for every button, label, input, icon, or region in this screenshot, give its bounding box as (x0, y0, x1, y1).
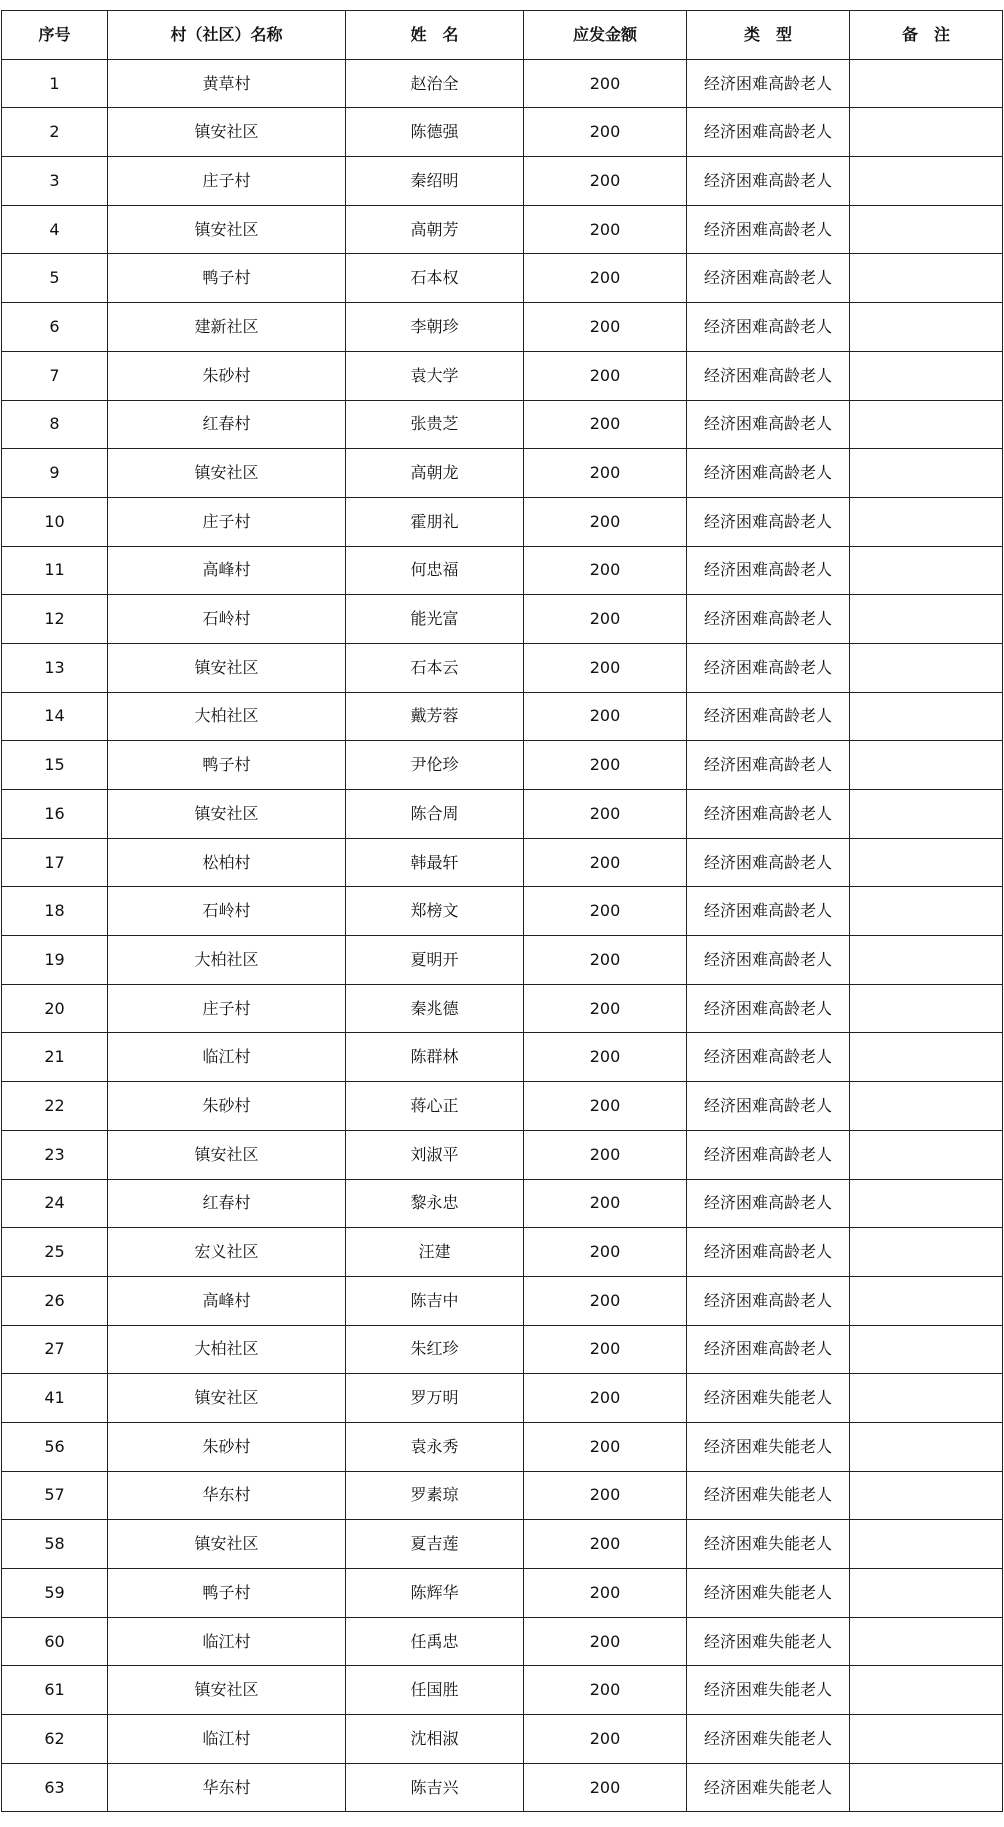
table-row (2, 1617, 1003, 1666)
cell-serial-number: 14 (2, 692, 108, 741)
cell-person-name: 李朝珍 (346, 303, 524, 352)
cell-remarks (850, 692, 1003, 741)
cell-amount-due: 200 (524, 1520, 687, 1569)
cell-remarks (850, 497, 1003, 546)
header-serial-number: 序号 (2, 11, 108, 60)
cell-person-name: 夏吉莲 (346, 1520, 524, 1569)
cell-remarks (850, 1033, 1003, 1082)
cell-amount-due: 200 (524, 546, 687, 595)
cell-person-name: 蒋心正 (346, 1082, 524, 1131)
cell-person-name: 赵治全 (346, 59, 524, 108)
cell-remarks (850, 1228, 1003, 1277)
table-row (2, 497, 1003, 546)
cell-serial-number: 6 (2, 303, 108, 352)
cell-amount-due: 200 (524, 157, 687, 206)
cell-type: 经济困难高龄老人 (687, 1130, 850, 1179)
cell-remarks (850, 838, 1003, 887)
cell-person-name: 罗素琼 (346, 1471, 524, 1520)
cell-person-name: 高朝龙 (346, 449, 524, 498)
cell-person-name: 任国胜 (346, 1666, 524, 1715)
cell-remarks (850, 108, 1003, 157)
cell-amount-due: 200 (524, 1325, 687, 1374)
cell-type: 经济困难失能老人 (687, 1374, 850, 1423)
cell-type: 经济困难高龄老人 (687, 1082, 850, 1131)
cell-amount-due: 200 (524, 351, 687, 400)
cell-type: 经济困难失能老人 (687, 1471, 850, 1520)
cell-person-name: 陈吉中 (346, 1276, 524, 1325)
cell-type: 经济困难高龄老人 (687, 643, 850, 692)
cell-person-name: 陈德强 (346, 108, 524, 157)
cell-type: 经济困难失能老人 (687, 1520, 850, 1569)
table-row (2, 1276, 1003, 1325)
cell-village-name: 华东村 (108, 1471, 346, 1520)
table-row (2, 692, 1003, 741)
cell-village-name: 临江村 (108, 1715, 346, 1764)
cell-serial-number: 24 (2, 1179, 108, 1228)
table-row (2, 936, 1003, 985)
cell-village-name: 朱砂村 (108, 1422, 346, 1471)
cell-person-name: 戴芳蓉 (346, 692, 524, 741)
cell-person-name: 陈群林 (346, 1033, 524, 1082)
cell-type: 经济困难高龄老人 (687, 497, 850, 546)
cell-village-name: 朱砂村 (108, 1082, 346, 1131)
cell-serial-number: 7 (2, 351, 108, 400)
cell-person-name: 刘淑平 (346, 1130, 524, 1179)
cell-amount-due: 200 (524, 790, 687, 839)
cell-amount-due: 200 (524, 108, 687, 157)
cell-remarks (850, 449, 1003, 498)
table-row (2, 790, 1003, 839)
table-row (2, 351, 1003, 400)
cell-person-name: 霍朋礼 (346, 497, 524, 546)
cell-person-name: 石本云 (346, 643, 524, 692)
cell-amount-due: 200 (524, 1374, 687, 1423)
cell-type: 经济困难失能老人 (687, 1617, 850, 1666)
table-row (2, 984, 1003, 1033)
cell-serial-number: 60 (2, 1617, 108, 1666)
cell-amount-due: 200 (524, 936, 687, 985)
cell-remarks (850, 1082, 1003, 1131)
cell-serial-number: 11 (2, 546, 108, 595)
cell-person-name: 秦兆德 (346, 984, 524, 1033)
cell-serial-number: 17 (2, 838, 108, 887)
cell-person-name: 陈吉兴 (346, 1763, 524, 1812)
cell-serial-number: 3 (2, 157, 108, 206)
cell-village-name: 大柏社区 (108, 936, 346, 985)
cell-serial-number: 1 (2, 59, 108, 108)
cell-person-name: 能光富 (346, 595, 524, 644)
cell-type: 经济困难高龄老人 (687, 303, 850, 352)
cell-remarks (850, 1276, 1003, 1325)
table-row (2, 595, 1003, 644)
table-row (2, 303, 1003, 352)
cell-person-name: 朱红珍 (346, 1325, 524, 1374)
cell-person-name: 尹伦珍 (346, 741, 524, 790)
cell-type: 经济困难高龄老人 (687, 449, 850, 498)
cell-person-name: 郑榜文 (346, 887, 524, 936)
cell-remarks (850, 887, 1003, 936)
cell-remarks (850, 1715, 1003, 1764)
table-row (2, 1033, 1003, 1082)
cell-remarks (850, 1617, 1003, 1666)
subsidy-roster-sheet (1, 10, 1003, 1812)
cell-village-name: 华东村 (108, 1763, 346, 1812)
cell-remarks (850, 643, 1003, 692)
cell-amount-due: 200 (524, 1763, 687, 1812)
cell-remarks (850, 1569, 1003, 1618)
table-row (2, 254, 1003, 303)
cell-remarks (850, 741, 1003, 790)
cell-type: 经济困难高龄老人 (687, 1033, 850, 1082)
table-row (2, 449, 1003, 498)
cell-serial-number: 20 (2, 984, 108, 1033)
cell-type: 经济困难高龄老人 (687, 790, 850, 839)
cell-village-name: 松柏村 (108, 838, 346, 887)
table-row (2, 838, 1003, 887)
cell-serial-number: 9 (2, 449, 108, 498)
cell-serial-number: 19 (2, 936, 108, 985)
cell-village-name: 镇安社区 (108, 1520, 346, 1569)
cell-type: 经济困难高龄老人 (687, 254, 850, 303)
cell-village-name: 临江村 (108, 1617, 346, 1666)
cell-remarks (850, 1422, 1003, 1471)
cell-amount-due: 200 (524, 838, 687, 887)
table-row (2, 205, 1003, 254)
cell-type: 经济困难高龄老人 (687, 108, 850, 157)
cell-village-name: 庄子村 (108, 984, 346, 1033)
cell-type: 经济困难高龄老人 (687, 1276, 850, 1325)
cell-village-name: 大柏社区 (108, 1325, 346, 1374)
header-person-name: 姓 名 (346, 11, 524, 60)
cell-amount-due: 200 (524, 400, 687, 449)
cell-village-name: 庄子村 (108, 497, 346, 546)
cell-village-name: 大柏社区 (108, 692, 346, 741)
cell-person-name: 黎永忠 (346, 1179, 524, 1228)
cell-remarks (850, 1471, 1003, 1520)
cell-amount-due: 200 (524, 1179, 687, 1228)
cell-village-name: 红春村 (108, 1179, 346, 1228)
cell-village-name: 镇安社区 (108, 1130, 346, 1179)
cell-type: 经济困难高龄老人 (687, 838, 850, 887)
cell-remarks (850, 400, 1003, 449)
table-row (2, 1520, 1003, 1569)
cell-serial-number: 18 (2, 887, 108, 936)
cell-amount-due: 200 (524, 1130, 687, 1179)
cell-remarks (850, 205, 1003, 254)
cell-serial-number: 23 (2, 1130, 108, 1179)
cell-serial-number: 41 (2, 1374, 108, 1423)
cell-remarks (850, 984, 1003, 1033)
cell-person-name: 沈相淑 (346, 1715, 524, 1764)
cell-remarks (850, 790, 1003, 839)
cell-amount-due: 200 (524, 1715, 687, 1764)
table-body (2, 59, 1003, 1812)
cell-serial-number: 16 (2, 790, 108, 839)
cell-amount-due: 200 (524, 205, 687, 254)
cell-serial-number: 13 (2, 643, 108, 692)
cell-type: 经济困难失能老人 (687, 1763, 850, 1812)
cell-serial-number: 58 (2, 1520, 108, 1569)
cell-serial-number: 63 (2, 1763, 108, 1812)
header-remarks: 备 注 (850, 11, 1003, 60)
header-type: 类 型 (687, 11, 850, 60)
cell-amount-due: 200 (524, 1228, 687, 1277)
cell-amount-due: 200 (524, 1569, 687, 1618)
table-header-row (2, 11, 1003, 60)
cell-type: 经济困难高龄老人 (687, 741, 850, 790)
cell-serial-number: 27 (2, 1325, 108, 1374)
cell-village-name: 临江村 (108, 1033, 346, 1082)
cell-village-name: 石岭村 (108, 595, 346, 644)
cell-person-name: 韩最轩 (346, 838, 524, 887)
cell-type: 经济困难高龄老人 (687, 400, 850, 449)
subsidy-roster-table (1, 10, 1003, 1812)
cell-serial-number: 56 (2, 1422, 108, 1471)
cell-serial-number: 59 (2, 1569, 108, 1618)
cell-serial-number: 21 (2, 1033, 108, 1082)
table-row (2, 1082, 1003, 1131)
cell-amount-due: 200 (524, 1276, 687, 1325)
cell-type: 经济困难失能老人 (687, 1569, 850, 1618)
cell-remarks (850, 1763, 1003, 1812)
table-row (2, 1763, 1003, 1812)
table-row (2, 400, 1003, 449)
table-row (2, 108, 1003, 157)
cell-village-name: 镇安社区 (108, 449, 346, 498)
cell-remarks (850, 157, 1003, 206)
cell-village-name: 石岭村 (108, 887, 346, 936)
cell-type: 经济困难高龄老人 (687, 1325, 850, 1374)
cell-person-name: 陈合周 (346, 790, 524, 839)
cell-remarks (850, 254, 1003, 303)
cell-person-name: 袁大学 (346, 351, 524, 400)
cell-serial-number: 61 (2, 1666, 108, 1715)
cell-amount-due: 200 (524, 887, 687, 936)
cell-village-name: 高峰村 (108, 1276, 346, 1325)
table-row (2, 1471, 1003, 1520)
header-amount-due: 应发金额 (524, 11, 687, 60)
cell-type: 经济困难高龄老人 (687, 692, 850, 741)
cell-village-name: 朱砂村 (108, 351, 346, 400)
cell-type: 经济困难高龄老人 (687, 1228, 850, 1277)
cell-serial-number: 15 (2, 741, 108, 790)
cell-person-name: 石本权 (346, 254, 524, 303)
cell-person-name: 高朝芳 (346, 205, 524, 254)
cell-person-name: 何忠福 (346, 546, 524, 595)
cell-type: 经济困难高龄老人 (687, 595, 850, 644)
cell-type: 经济困难高龄老人 (687, 205, 850, 254)
table-row (2, 887, 1003, 936)
cell-type: 经济困难失能老人 (687, 1666, 850, 1715)
cell-village-name: 镇安社区 (108, 1374, 346, 1423)
cell-serial-number: 57 (2, 1471, 108, 1520)
cell-type: 经济困难高龄老人 (687, 59, 850, 108)
cell-type: 经济困难高龄老人 (687, 157, 850, 206)
cell-type: 经济困难高龄老人 (687, 887, 850, 936)
cell-village-name: 镇安社区 (108, 790, 346, 839)
cell-remarks (850, 1325, 1003, 1374)
cell-serial-number: 62 (2, 1715, 108, 1764)
cell-amount-due: 200 (524, 1666, 687, 1715)
cell-person-name: 夏明开 (346, 936, 524, 985)
cell-village-name: 镇安社区 (108, 108, 346, 157)
cell-amount-due: 200 (524, 1033, 687, 1082)
cell-village-name: 建新社区 (108, 303, 346, 352)
table-row (2, 59, 1003, 108)
cell-remarks (850, 303, 1003, 352)
cell-remarks (850, 1520, 1003, 1569)
cell-type: 经济困难高龄老人 (687, 546, 850, 595)
table-row (2, 1228, 1003, 1277)
cell-village-name: 鸭子村 (108, 1569, 346, 1618)
cell-amount-due: 200 (524, 59, 687, 108)
cell-remarks (850, 595, 1003, 644)
cell-remarks (850, 936, 1003, 985)
table-row (2, 1374, 1003, 1423)
cell-amount-due: 200 (524, 1422, 687, 1471)
table-row (2, 1715, 1003, 1764)
cell-type: 经济困难失能老人 (687, 1422, 850, 1471)
header-village-name: 村（社区）名称 (108, 11, 346, 60)
cell-amount-due: 200 (524, 254, 687, 303)
cell-amount-due: 200 (524, 1471, 687, 1520)
cell-serial-number: 26 (2, 1276, 108, 1325)
cell-person-name: 张贵芝 (346, 400, 524, 449)
cell-amount-due: 200 (524, 643, 687, 692)
table-row (2, 643, 1003, 692)
cell-village-name: 鸭子村 (108, 254, 346, 303)
cell-amount-due: 200 (524, 303, 687, 352)
cell-serial-number: 2 (2, 108, 108, 157)
cell-village-name: 镇安社区 (108, 643, 346, 692)
cell-remarks (850, 1666, 1003, 1715)
cell-type: 经济困难高龄老人 (687, 351, 850, 400)
table-row (2, 1422, 1003, 1471)
cell-amount-due: 200 (524, 984, 687, 1033)
cell-type: 经济困难高龄老人 (687, 984, 850, 1033)
table-row (2, 157, 1003, 206)
cell-amount-due: 200 (524, 449, 687, 498)
cell-amount-due: 200 (524, 1082, 687, 1131)
cell-type: 经济困难高龄老人 (687, 936, 850, 985)
cell-amount-due: 200 (524, 1617, 687, 1666)
cell-amount-due: 200 (524, 497, 687, 546)
cell-village-name: 鸭子村 (108, 741, 346, 790)
cell-serial-number: 25 (2, 1228, 108, 1277)
cell-remarks (850, 59, 1003, 108)
cell-person-name: 秦绍明 (346, 157, 524, 206)
table-row (2, 1666, 1003, 1715)
cell-remarks (850, 1179, 1003, 1228)
table-row (2, 546, 1003, 595)
cell-serial-number: 8 (2, 400, 108, 449)
cell-person-name: 陈辉华 (346, 1569, 524, 1618)
cell-person-name: 罗万明 (346, 1374, 524, 1423)
table-row (2, 1179, 1003, 1228)
cell-remarks (850, 1374, 1003, 1423)
cell-village-name: 高峰村 (108, 546, 346, 595)
cell-person-name: 任禹忠 (346, 1617, 524, 1666)
cell-serial-number: 4 (2, 205, 108, 254)
cell-amount-due: 200 (524, 692, 687, 741)
cell-person-name: 袁永秀 (346, 1422, 524, 1471)
cell-village-name: 庄子村 (108, 157, 346, 206)
table-row (2, 1325, 1003, 1374)
cell-amount-due: 200 (524, 741, 687, 790)
cell-remarks (850, 546, 1003, 595)
cell-serial-number: 10 (2, 497, 108, 546)
table-row (2, 1130, 1003, 1179)
cell-serial-number: 22 (2, 1082, 108, 1131)
cell-type: 经济困难失能老人 (687, 1715, 850, 1764)
cell-serial-number: 5 (2, 254, 108, 303)
cell-serial-number: 12 (2, 595, 108, 644)
cell-remarks (850, 351, 1003, 400)
table-row (2, 741, 1003, 790)
cell-amount-due: 200 (524, 595, 687, 644)
cell-remarks (850, 1130, 1003, 1179)
table-row (2, 1569, 1003, 1618)
cell-village-name: 宏义社区 (108, 1228, 346, 1277)
cell-village-name: 黄草村 (108, 59, 346, 108)
cell-village-name: 红春村 (108, 400, 346, 449)
cell-village-name: 镇安社区 (108, 205, 346, 254)
cell-person-name: 汪建 (346, 1228, 524, 1277)
cell-type: 经济困难高龄老人 (687, 1179, 850, 1228)
cell-village-name: 镇安社区 (108, 1666, 346, 1715)
